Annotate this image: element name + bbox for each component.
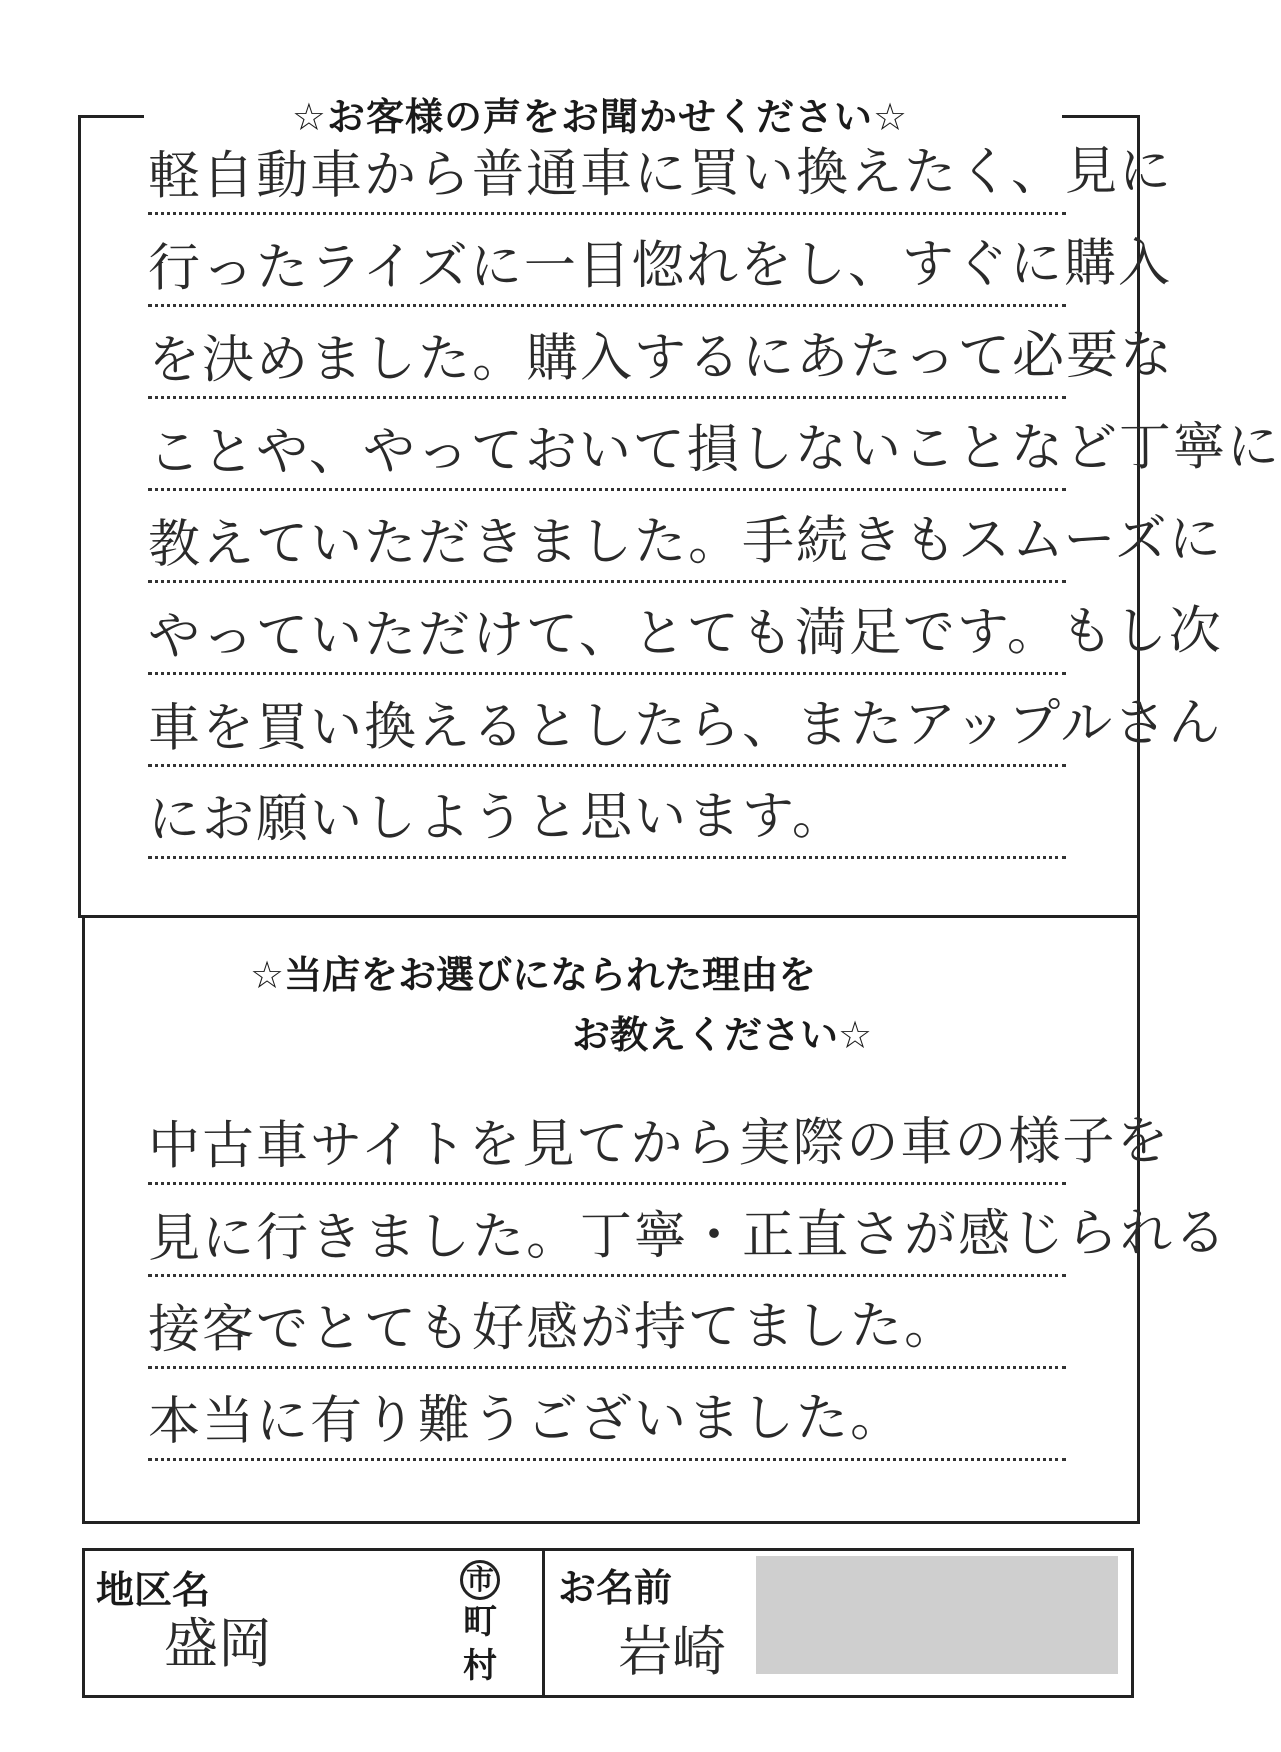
customer-voice-title: ☆お客様の声をお聞かせください☆	[291, 95, 909, 139]
box-top-border-left	[78, 115, 144, 118]
voice-line: 車を買い換えるとしたら、またアップルさん	[148, 696, 1066, 767]
box-top-border-right	[1062, 115, 1137, 118]
voice-line: 行ったライズに一目惚れをし、すぐに購入	[148, 236, 1066, 307]
village-option: 村	[463, 1646, 497, 1686]
reason-line: 本当に有り難うございました。	[148, 1390, 1066, 1461]
info-divider	[542, 1548, 545, 1698]
voice-line: を決めました。購入するにあたって必要な	[148, 328, 1066, 399]
redaction-block	[756, 1556, 1118, 1674]
name-value: 岩崎	[618, 1620, 726, 1683]
name-label: お名前	[558, 1566, 673, 1610]
town-option: 町	[463, 1602, 497, 1642]
reason-title-line2: お教えください☆	[572, 1013, 873, 1057]
municipality-options	[458, 1556, 502, 1688]
reason-line: 中古車サイトを見てから実際の車の様子を	[148, 1114, 1066, 1185]
city-option-circled: 市	[458, 1556, 502, 1600]
voice-line: やっていただけて、とても満足です。もし次	[148, 604, 1066, 675]
voice-line: ことや、やっておいて損しないことなど丁寧に	[148, 420, 1066, 491]
voice-line: にお願いしようと思います。	[148, 788, 1066, 859]
voice-line: 教えていただきました。手続きもスムーズに	[148, 512, 1066, 583]
area-value: 盛岡	[164, 1612, 272, 1675]
reason-line: 接客でとても好感が持てました。	[148, 1298, 1066, 1369]
reason-line: 見に行きました。丁寧・正直さが感じられる	[148, 1206, 1066, 1277]
area-label: 地区名	[96, 1568, 211, 1612]
voice-line: 軽自動車から普通車に買い換えたく、見に	[148, 144, 1066, 215]
reason-title-line1: ☆当店をお選びになられた理由を	[250, 953, 817, 997]
